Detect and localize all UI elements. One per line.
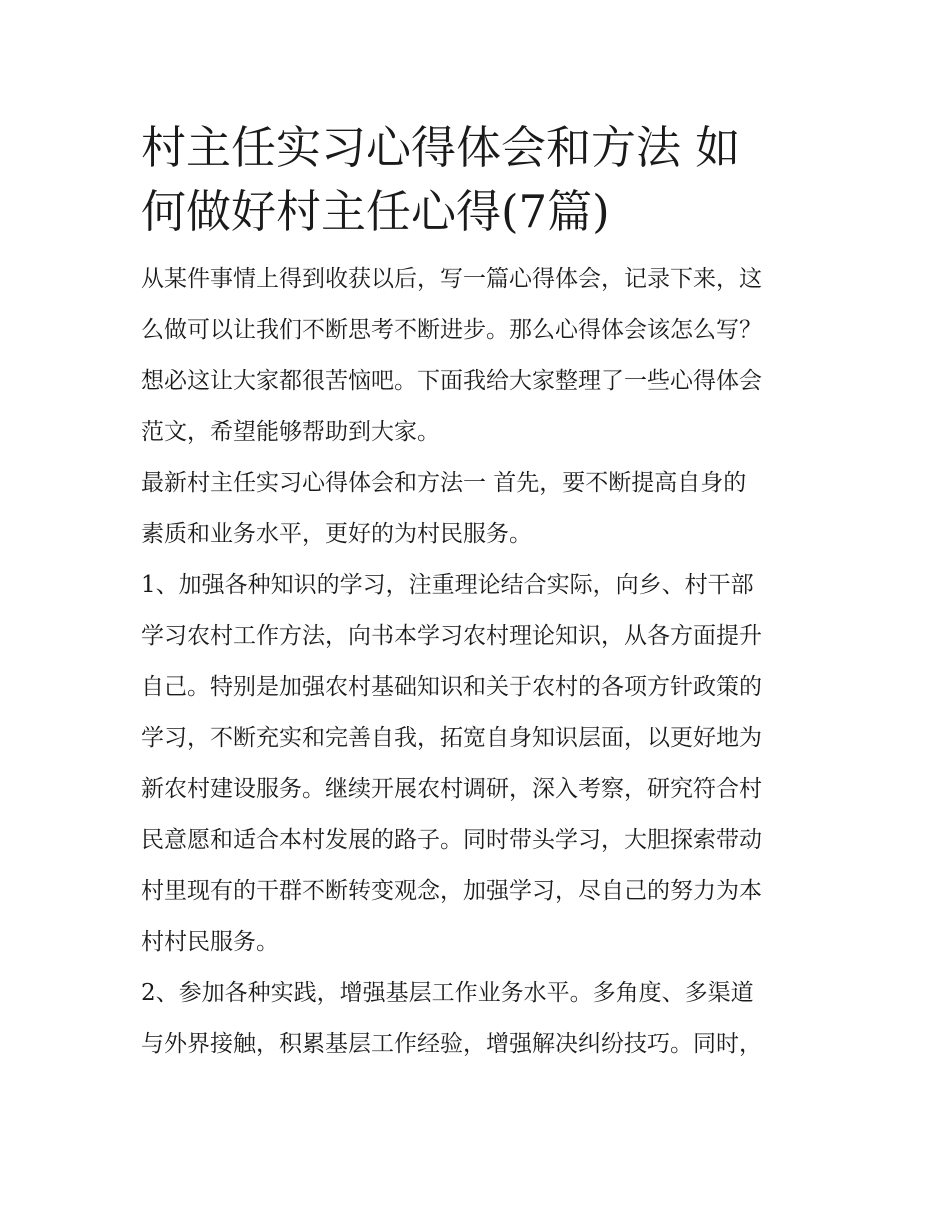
text-line: 想必这让大家都很苦恼吧。下面我给大家整理了一些心得体会	[141, 368, 762, 394]
title-line: 何做好村主任心得(7篇)	[141, 185, 610, 238]
text-line: 范文，希望能够帮助到大家。	[141, 419, 440, 445]
text-line: 从某件事情上得到收获以后，写一篇心得体会，记录下来，这	[141, 266, 762, 292]
text-line: 2、参加各种实践，增强基层工作业务水平。多角度、多渠道	[141, 980, 754, 1006]
text-line: 1、加强各种知识的学习，注重理论结合实际，向乡、村干部	[141, 572, 754, 598]
title-line: 村主任实习心得体会和方法 如	[141, 121, 741, 174]
text-line: 最新村主任实习心得体会和方法一 首先，要不断提高自身的	[141, 470, 747, 496]
text-line: 民意愿和适合本村发展的路子。同时带头学习，大胆探索带动	[141, 827, 762, 853]
intro-paragraph	[141, 254, 813, 458]
text-line: 学习农村工作方法，向书本学习农村理论知识，从各方面提升	[141, 623, 762, 649]
text-line: 么做可以让我们不断思考不断进步。那么心得体会该怎么写？	[141, 317, 762, 343]
text-line: 素质和业务水平，更好的为村民服务。	[141, 521, 532, 547]
text-line: 村村民服务。	[141, 929, 279, 955]
text-line: 与外界接触，积累基层工作经验，增强解决纠纷技巧。同时，	[141, 1031, 762, 1057]
point-two-paragraph	[141, 968, 813, 1070]
text-line: 学习，不断充实和完善自我，拓宽自身知识层面，以更好地为	[141, 725, 762, 751]
point-one-paragraph	[141, 560, 813, 968]
text-line: 村里现有的干群不断转变观念，加强学习，尽自己的努力为本	[141, 878, 762, 904]
text-line: 新农村建设服务。继续开展农村调研，深入考察，研究符合村	[141, 776, 762, 802]
text-line: 自己。特别是加强农村基础知识和关于农村的各项方针政策的	[141, 674, 762, 700]
document-body	[141, 116, 813, 1070]
section-one-paragraph	[141, 458, 813, 560]
document-title	[141, 116, 813, 244]
